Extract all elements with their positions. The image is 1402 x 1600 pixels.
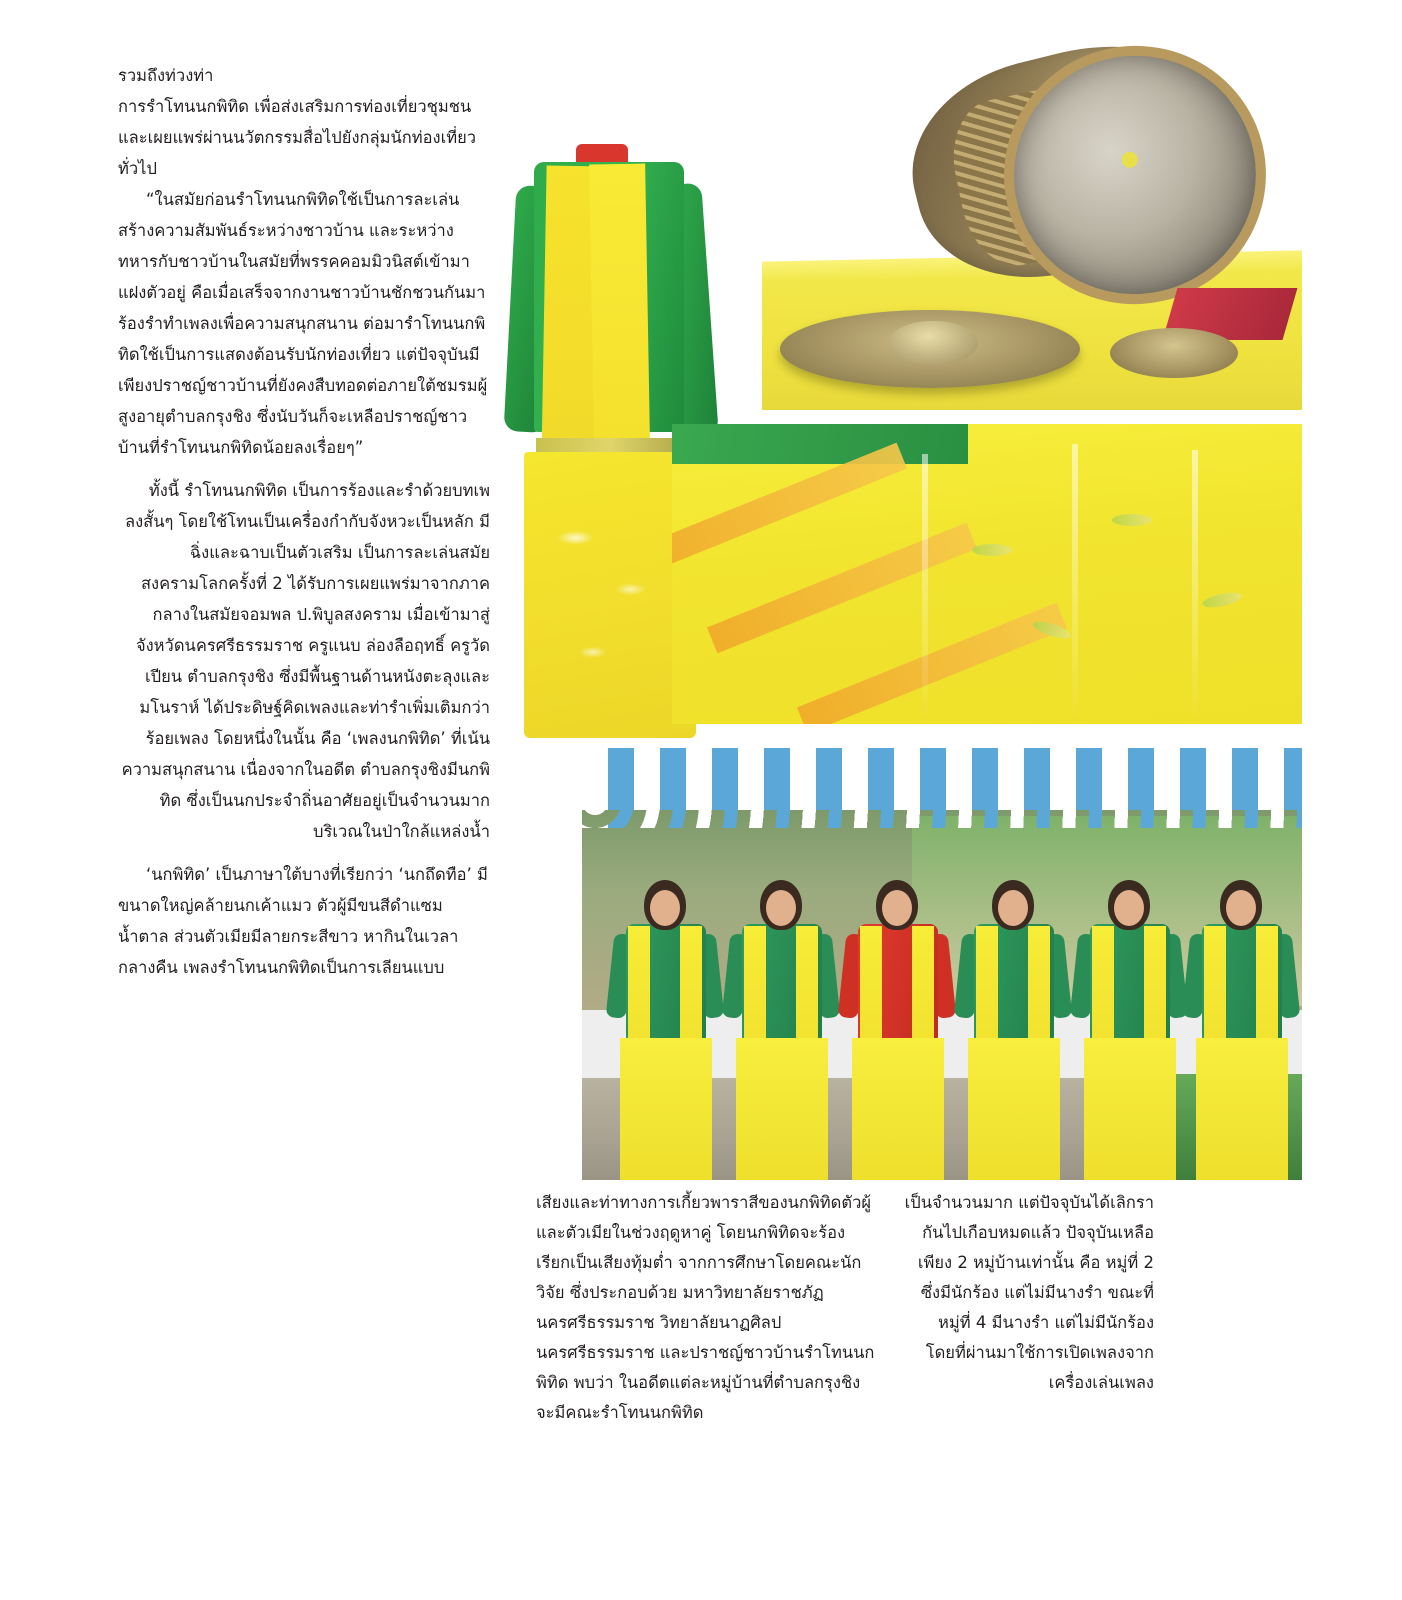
bottom-column-1-text: เสียงและท่าทางการเกี้ยวพาราสีของนกพิทิดตัวผู้และตัวเมียในช่วงฤดูหาคู่ โดยนกพิทิดจะร้องเรียกเป็นเสียงทุ้มต่ำ จากการศึกษาโดยคณะนักวิจัย ซึ่งประกอบด้วย มหาวิทยาลัยราชภัฏนครศรีธรรมราช วิทยาลัยนาฏศิลป นครศรีธรรมราช และปราชญ์ชาวบ้านรำโทนนกพิทิด พบว่า ในอดีตแต่ละหมู่บ้านที่ตำบลกรุงชิงจะมีคณะรำโทนนกพิทิด xyxy=(536,1193,875,1422)
paragraph-4: ทั้งนี้ รำโทนนกพิทิด เป็นการร้องและรำด้วยบทเพลงสั้นๆ โดยใช้โทนเป็นเครื่องกำกับจังหวะเป็นหลัก มีฉิ่งและฉาบเป็นตัวเสริม เป็นการละเล่นสมัยสงครามโลกครั้งที่ 2 ได้รับการเผยแพร่มาจากภาคกลางในสมัยจอมพล ป.พิบูลสงคราม เมื่อเข้ามาสู่จังหวัดนครศรีธรรมราช ครูแนบ ล่องลือฤทธิ์ ครูวัดเปียน ตำบลกรุงชิง ซึ่งมีพื้นฐานด้านหนังตะลุงและมโนราห์ ได้ประดิษฐ์คิดเพลงและท่ารำเพิ่มเติมกว่าร้อยเพลง โดยหนึ่งในนั้น คือ ‘เพลงนกพิทิด’ ที่เน้นความสนุกสนาน เนื่องจากในอดีต ตำบลกรุงชิงมีนกพิทิด ซึ่งเป็นนกประจำถิ่นอาศัยอยู่เป็นจำนวนมากบริเวณในป่าใกล้แหล่งน้ำ xyxy=(121,481,490,841)
canopy-scallop xyxy=(582,802,1302,828)
dancer-figure-lead xyxy=(838,880,956,1180)
bottom-column-1 xyxy=(536,1188,876,1428)
bottom-column-2 xyxy=(904,1188,1154,1428)
photo-dancers xyxy=(582,748,1302,1180)
paragraph-5: ‘นกพิทิด’ เป็นภาษาใต้บางที่เรียกว่า ‘นกถึดทือ’ มีขนาดใหญ่คล้ายนกเค้าแมว ตัวผู้มีขนสีดำแซมน้ำตาล ส่วนตัวเมียมีลายกระสีขาว หากินในเวลากลางคืน เพลงรำโทนนกพิทิดเป็นการเลียนแบบ xyxy=(118,865,488,977)
left-text-column xyxy=(118,60,490,983)
cloth-fold xyxy=(1072,444,1078,724)
large-cymbal xyxy=(780,310,1080,388)
dancer-figure xyxy=(954,880,1072,1180)
cloth-pattern xyxy=(1112,514,1152,526)
dancer-figure xyxy=(1070,880,1188,1180)
dancer-figure xyxy=(1182,880,1300,1180)
photo-drum-and-cymbals xyxy=(762,42,1302,410)
costume-skirt xyxy=(524,452,696,738)
cloth-fold xyxy=(1192,450,1198,724)
paragraph-2: การรำโทนนกพิทิด เพื่อส่งเสริมการท่องเที่ยวชุมชนและเผยแพร่ผ่านนวัตกรรมสื่อไปยังกลุ่มนักท่องเที่ยวทั่วไป xyxy=(118,97,477,178)
paragraph-1: รวมถึงท่วงท่า xyxy=(118,66,214,85)
paragraph-spacer xyxy=(118,463,490,475)
paragraph-3: “ในสมัยก่อนรำโทนนกพิทิดใช้เป็นการละเล่นสร้างความสัมพันธ์ระหว่างชาวบ้าน และระหว่างทหารกับชาวบ้านในสมัยที่พรรคคอมมิวนิสต์เข้ามาแฝงตัวอยู่ คือเมื่อเสร็จจากงานชาวบ้านชักชวนกันมาร้องรำทำเพลงเพื่อความสนุกสนาน ต่อมารำโทนนกพิทิดใช้เป็นการแสดงต้อนรับนักท่องเที่ยว แต่ปัจจุบันมีเพียงปราชญ์ชาวบ้านที่ยังคงสืบทอดต่อภายใต้ชมรมผู้สูงอายุตำบลกรุงชิง ซึ่งนับวันก็จะเหลือปราชญ์ชาวบ้านที่รำโทนนกพิทิดน้อยลงเรื่อยๆ” xyxy=(118,190,488,457)
bottom-text-columns xyxy=(536,1188,1326,1428)
photo-folded-cloth xyxy=(672,424,1302,724)
cloth-pattern xyxy=(972,544,1012,556)
dancer-figure xyxy=(606,880,724,1180)
drum-scene xyxy=(762,42,1302,410)
bottom-column-2-text: เป็นจำนวนมาก แต่ปัจจุบันได้เลิกรากันไปเกือบหมดแล้ว ปัจจุบันเหลือเพียง 2 หมู่บ้านเท่านั้น คือ หมู่ที่ 2 ซึ่งมีนักร้อง แต่ไม่มีนางรำ ขณะที่หมู่ที่ 4 มีนางรำ แต่ไม่มีนักร้อง โดยที่ผ่านมาใช้การเปิดเพลงจากเครื่องเล่นเพลง xyxy=(904,1193,1154,1392)
paragraph-spacer-2 xyxy=(118,847,490,859)
canopy-banner xyxy=(582,748,1302,810)
dancer-figure xyxy=(722,880,840,1180)
cloth-background xyxy=(672,424,1302,724)
small-cymbal xyxy=(1110,328,1238,378)
cloth-fold xyxy=(922,454,928,724)
